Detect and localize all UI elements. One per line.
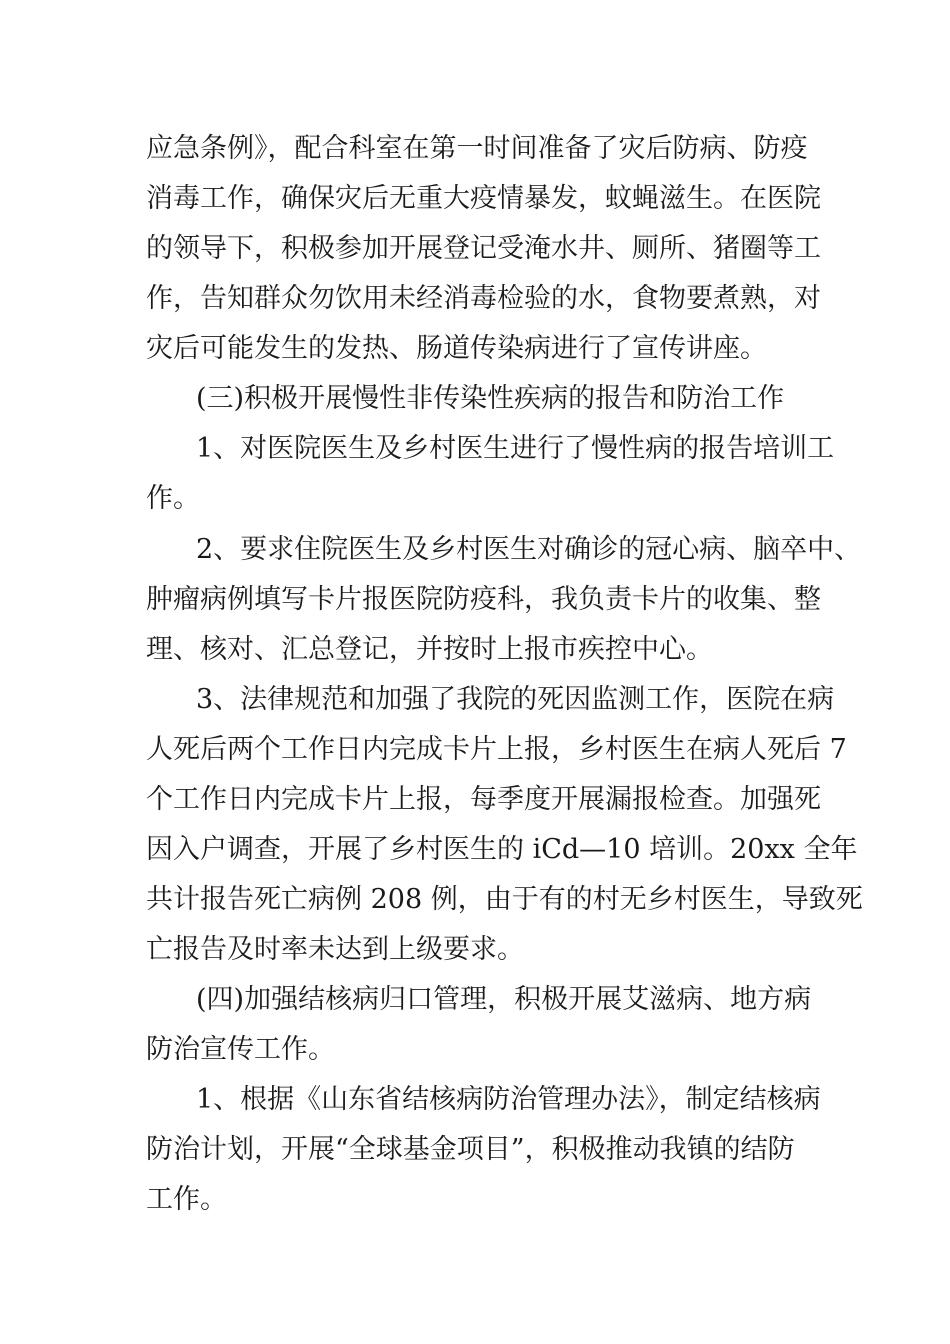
text-line: 因入户调查，开展了乡村医生的 iCd—10 培训。20xx 全年	[146, 834, 858, 865]
text-line: 1、对医院医生及乡村医生进行了慢性病的报告培训工	[196, 433, 835, 464]
text-line: 肿瘤病例填写卡片报医院防疫科，我负责卡片的收集、整	[146, 584, 821, 615]
text-line: 的领导下，积极参加开展登记受淹水井、厕所、猪圈等工	[146, 233, 821, 264]
text-line: 应急条例》，配合科室在第一时间准备了灾后防病、防疫	[146, 133, 808, 164]
text-line: 2、要求住院医生及乡村医生对确诊的冠心病、脑卒中、	[196, 534, 862, 565]
text-line: 工作。	[146, 1184, 227, 1215]
text-line: 灾后可能发生的发热、肠道传染病进行了宣传讲座。	[146, 333, 767, 364]
text-line: 3、法律规范和加强了我院的死因监测工作，医院在病	[196, 684, 835, 715]
text-line: 作，告知群众勿饮用未经消毒检验的水，食物要煮熟，对	[146, 283, 821, 314]
section-heading: (四)加强结核病归口管理，积极开展艾滋病、地方病	[196, 984, 812, 1015]
text-line: 消毒工作，确保灾后无重大疫情暴发，蚊蝇滋生。在医院	[146, 183, 821, 214]
section-heading: (三)积极开展慢性非传染性疾病的报告和防治工作	[196, 383, 785, 414]
text-line: 个工作日内完成卡片上报，每季度开展漏报检查。加强死	[146, 784, 821, 815]
text-line: 作。	[146, 483, 200, 514]
text-line: 防治宣传工作。	[146, 1034, 335, 1065]
text-line: 人死后两个工作日内完成卡片上报，乡村医生在病人死后 7	[146, 734, 847, 765]
text-line: 共计报告死亡病例 208 例，由于有的村无乡村医生，导致死	[146, 884, 863, 915]
text-line: 理、核对、汇总登记，并按时上报市疾控中心。	[146, 634, 713, 665]
text-line: 亡报告及时率未达到上级要求。	[146, 934, 524, 965]
text-line: 1、根据《山东省结核病防治管理办法》，制定结核病	[196, 1084, 821, 1115]
text-line: 防治计划，开展“全球基金项目”，积极推动我镇的结防	[146, 1134, 795, 1165]
